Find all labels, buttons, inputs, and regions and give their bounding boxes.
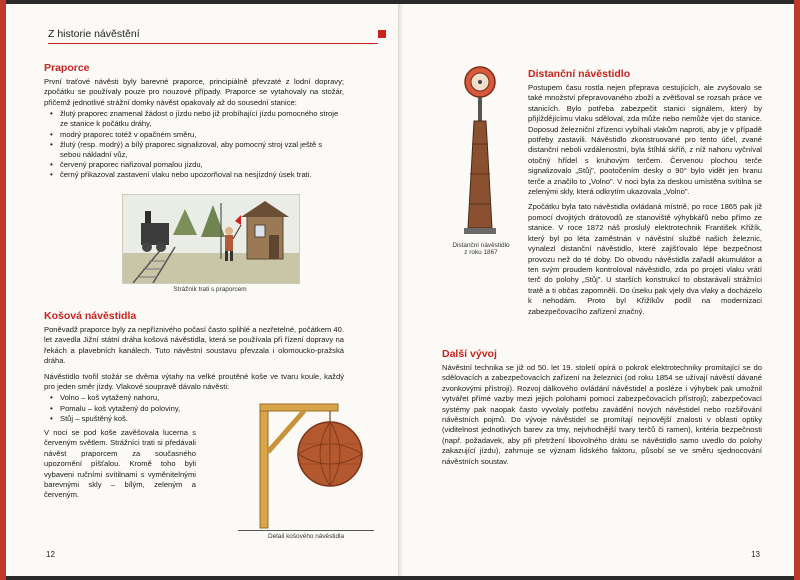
figure-caption: [442, 242, 520, 256]
figure-caption-line: Distanční návěstidlo: [452, 242, 510, 249]
section-heading: Praporce: [44, 62, 90, 74]
figure-caption: Detail košového návěstidla: [267, 533, 345, 540]
list-item: • modrý praporec totéž v opačném směru,: [54, 130, 344, 140]
section-praporce: [44, 62, 344, 181]
section-paragraph: V noci se pod koše zavěšovala lucerna s červeným světlem. Strážníci trati si předávali návěst praporcem za současného upozornění píšťalou. Kromě toho byli vybaveni ručními svítilnami s vyměnitelnými barevnými skly – bílým, zeleným a červeným.: [44, 428, 196, 500]
figure-caption: Strážník trati s praporcem: [173, 286, 247, 293]
left-page: [6, 4, 401, 576]
page-number: 13: [751, 550, 760, 559]
running-head-text: Z historie návěstění: [48, 28, 140, 40]
section-paragraph: Postupem času rostla nejen přeprava cestujících, ale zvyšovalo se také množství přepravovaného zboží a zvětšoval se rozsah práce ve stanicích. Bylo potřeba zabezpečit stanici signálem, který by přijíždějícímu vlaku sděloval, zda může nebo nemůže vjet do stanice. Doposud železniční zřízenci vybíhali vlakům naproti, aby je v případě potřeby zastavili. Návěstidlo zkonstruované pro tento účel, zvané distanční neboli vzdálenostní, byla štíhlá skříň, z níž nahoru vyčníval otočný hřídel s kruhovým terčem. Červenou plochou terče signalizovalo „Stůj", pootočením desky o 90° bylo vidět jen hranu terče a značilo to „Volno". V noci byla za deskou umístěna svítilna se zelenými skly, která odkrytím ukazovala „Volno".: [528, 83, 762, 197]
list-item: • Stůj – spuštěný koš.: [54, 414, 344, 424]
running-head: [48, 28, 378, 44]
section-heading: Distanční návěstidlo: [528, 68, 631, 80]
basket-signal-illustration: [238, 394, 374, 530]
distance-signal-illustration: [458, 64, 502, 236]
list-item: • žlutý praporec znamenal žádost o jízdu nebo již probíhající jízdu pomocného stroje ze stanice k počátku dráhy,: [54, 109, 344, 129]
trackman-drawing: [123, 195, 299, 283]
section-heading: Košová návěstidla: [44, 310, 137, 322]
section-paragraph: Poněvadž praporce byly za nepříznivého počasí často splihlé a nezřetelné, počátkem 40. let zavedla Jižní státní dráha košová návěstidla, která se používala při řízení dopravy na řekách a plavebních kanálech. Tuto návěstní soustavu převzala i olomoucko-pražská dráha.: [44, 325, 344, 366]
section-night-signal: [44, 428, 196, 501]
flag-signal-list: [44, 109, 344, 180]
trackman-illustration: [122, 194, 300, 284]
distance-signal-drawing: [458, 64, 502, 236]
running-head-mark: [378, 30, 386, 38]
list-item: • Pomalu – koš vytažený do poloviny,: [54, 404, 344, 414]
section-paragraph: První traťové návěsti byly barevné praporce, principiálně převzaté z lodní dopravy; zpočátku se používaly pouze pro nouzové případy. Praporce se vytahovaly na stožár, přičemž jednotlivé strážní domky návěst opakovaly až do sousední stanice:: [44, 77, 344, 107]
figure-caption-line: z roku 1867: [464, 249, 498, 256]
list-item: • Volno – koš vytažený nahoru,: [54, 393, 344, 403]
section-paragraph: Návěstidlo tvořil stožár se dvěma výtahy na velké proutěné koše ve tvaru koule, každý pro jeden směr jízdy. Vlakové soupravě dávalo návěsti:: [44, 371, 344, 392]
list-item: • červený praporec nařizoval pomalou jízdu,: [54, 160, 344, 170]
section-heading: Další vývoj: [442, 348, 497, 360]
book-edge-right: [794, 0, 800, 580]
basket-signal-drawing: [238, 394, 374, 530]
section-paragraph: Zpočátku byla tato návěstidla ovládaná místně, po roce 1865 pak již pomocí dvojitých drátovodů ze stanoviště výhybkářů nebo přímo ze stanice. V roce 1872 náš proslulý elektrotechnik František Křižík, který byl po léta zaměstnán v návěstní službě našich železnic, vynalezl distanční návěstidlo, které zajišťovalo lépe bezpečnost provozu než do té doby. Do obvodu návěstidla zařadil akumulátor a ten svým proudem kontroloval návěstidlo, zda po projetí vlaku vrátí terč do polohy „Stůj". U starších konstrukcí to obstarávali strážníci tratě a ti občas zapomněli. Do úseku pak vjely dva vlaky a docházelo k nehodám. Proto byl Křižíkův podíl na modernizaci zabezpečovacího zařízení značný.: [528, 202, 762, 316]
section-paragraph: Návěstní technika se již od 50. let 19. století opírá o pokrok elektrotechniky promítající se do sdělovacích a zabezpečovacích zařízení na železnici (od roku 1854 se užívají návěstí dávané zvonkovými přístroji). Rozvoj dálkového ovládání návěstidel a posléze i výhybek pak umožnil vytvářet přímé vazby mezi jejich polohami pomocí zabezpečovacích přístrojů; zabezpečovací systémy pak naopak často vyvolaly potřebu zavádění nových návěstidel nebo rozšiřování návěstních pojmů. Do vývoje návěstidel se promítají nejnovější znalosti v oblasti optiky (viditelnost jednotlivých barev za tmy, nejvhodnější tvary terčů či ramen), kritéria bezpečnosti (např. požadavek, aby při přetržení libovolného drátu se návěstidlo samo uvedlo do polohy zakazující jízdu), zahrnuje se význam lidského faktoru, působí se ve směru sjednocování návěstních soustav.: [442, 363, 762, 466]
page-number: 12: [46, 550, 55, 559]
figure-rule: [238, 530, 374, 531]
section-distancni-navestidlo: [528, 68, 762, 317]
right-page: [402, 4, 794, 576]
section-dalsi-vyvoj: [442, 348, 762, 467]
list-item: • černý přikazoval zastavení vlaku nebo upozorňoval na nesjízdný úsek trati.: [54, 170, 344, 180]
list-item: • žlutý (resp. modrý) a bílý praporec signalizoval, aby pomocný stroj vzal ještě s sebou nákladní vůz,: [54, 140, 344, 160]
